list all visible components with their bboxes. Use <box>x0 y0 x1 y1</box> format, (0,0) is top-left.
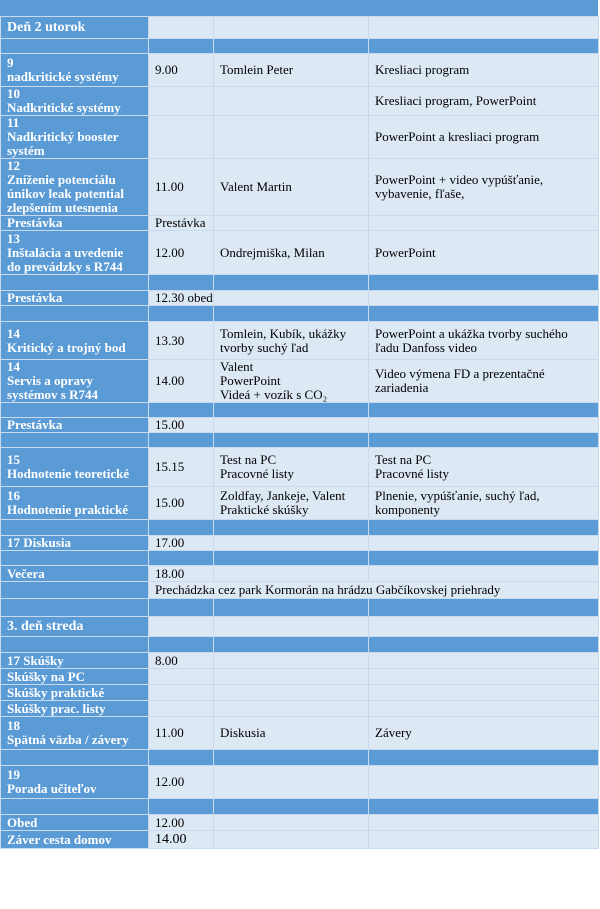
time-cell <box>149 766 214 799</box>
cell-text-line: 15.15 <box>155 459 185 474</box>
schedule-row <box>1 582 599 599</box>
materials-cell <box>369 487 599 520</box>
cell-text-line: Obed <box>7 814 38 830</box>
cell-text-line: 12.00 <box>155 774 185 789</box>
schedule-row <box>1 566 599 582</box>
time-cell <box>149 799 214 815</box>
cell-text-line: Pracovné listy <box>375 466 450 481</box>
schedule-row <box>1 159 599 216</box>
time-cell <box>149 637 214 653</box>
time-cell <box>149 520 214 536</box>
cell-text-line: Hodnotenie praktické <box>7 502 128 517</box>
materials-cell <box>369 216 599 231</box>
time-cell <box>149 599 214 617</box>
lecturer-cell <box>214 536 369 551</box>
cell-text-line: 9.00 <box>155 62 178 77</box>
session-cell <box>1 799 149 815</box>
cell-text-line: 12.00 <box>155 244 185 260</box>
lecturer-cell <box>214 487 369 520</box>
time-cell <box>149 582 599 599</box>
cell-text-line: Prestávka <box>155 215 206 230</box>
cell-text-line: Záver cesta domov <box>7 831 112 847</box>
cell-text-line: tvorby suchý ľad <box>220 339 309 355</box>
cell-text-line: 13 <box>7 230 20 246</box>
cell-text-line: Zníženie potenciálu <box>7 172 116 187</box>
lecturer-cell <box>214 322 369 360</box>
materials-cell <box>369 750 599 766</box>
cell-text-line: 15.00 <box>155 417 185 432</box>
lecturer-cell <box>214 815 369 831</box>
lecturer-cell <box>214 39 369 54</box>
lecturer-cell <box>214 701 369 717</box>
session-cell <box>1 433 149 448</box>
cell-text-line: 18 <box>7 718 20 733</box>
cell-text-line: únikov leak potential <box>7 186 125 201</box>
schedule-row <box>1 487 599 520</box>
schedule-row <box>1 418 599 433</box>
materials-cell <box>369 448 599 487</box>
cell-text-line: Ondrejmiška, Milan <box>220 244 325 260</box>
session-cell <box>1 717 149 750</box>
materials-cell <box>369 717 599 750</box>
lecturer-cell <box>214 520 369 536</box>
session-cell <box>1 216 149 231</box>
cell-text-line: PowerPoint <box>220 373 281 388</box>
materials-cell <box>369 306 599 322</box>
cell-text-line: Valent Martin <box>220 179 292 194</box>
lecturer-cell <box>214 685 369 701</box>
time-cell <box>149 566 214 582</box>
lecturer-cell <box>214 566 369 582</box>
cell-text-line: 3. deň streda <box>7 618 84 634</box>
lecturer-cell <box>214 831 369 849</box>
session-cell <box>1 403 149 418</box>
lecturer-cell <box>214 231 369 275</box>
session-cell <box>1 617 149 637</box>
materials-cell <box>369 669 599 685</box>
spacer-row <box>1 799 599 815</box>
lecturer-cell <box>214 717 369 750</box>
cell-text-line: 14.00 <box>155 831 187 847</box>
session-cell <box>1 17 149 39</box>
session-cell <box>1 582 149 599</box>
materials-cell <box>369 17 599 39</box>
time-cell <box>149 403 214 418</box>
cell-text-line: vybavenie, fľaše, <box>375 186 465 201</box>
cell-text-line: Test na PC <box>375 452 432 467</box>
cell-text-line: Servis a opravy <box>7 373 93 388</box>
materials-cell <box>369 433 599 448</box>
cell-text-line: Valent <box>220 359 254 374</box>
cell-text-line: Pracovné listy <box>220 466 295 481</box>
session-cell <box>1 815 149 831</box>
lecturer-cell <box>214 799 369 815</box>
spacer-row <box>1 39 599 54</box>
session-cell <box>1 360 149 403</box>
time-cell <box>149 418 214 433</box>
time-cell <box>149 551 214 566</box>
cell-text-line: do prevádzky s R744 <box>7 258 123 274</box>
cell-text-line: systémov s R744 <box>7 387 98 402</box>
schedule-row <box>1 448 599 487</box>
time-cell <box>149 653 214 669</box>
cell-text-line: Skúšky praktické <box>7 684 105 700</box>
spacer-row <box>1 403 599 418</box>
materials-cell <box>369 831 599 849</box>
cell-text-line: 9 <box>7 55 14 70</box>
lecturer-cell <box>214 159 369 216</box>
cell-text-line: ľadu Danfoss video <box>375 339 478 355</box>
time-cell <box>149 216 214 231</box>
schedule-row <box>1 815 599 831</box>
materials-cell <box>369 701 599 717</box>
cell-text-line: 14.00 <box>155 373 185 388</box>
materials-cell <box>369 231 599 275</box>
time-cell <box>149 536 214 551</box>
time-cell <box>149 669 214 685</box>
cell-text-line: 11.00 <box>155 179 184 194</box>
cell-text-line: Prestávka <box>7 417 63 432</box>
schedule-row <box>1 685 599 701</box>
spacer-row <box>1 599 599 617</box>
cell-text-line: Diskusia <box>220 725 266 740</box>
materials-cell <box>369 116 599 159</box>
schedule-row <box>1 701 599 717</box>
time-cell <box>149 701 214 717</box>
cell-text-line: zariadenia <box>375 380 429 395</box>
cell-text-line: 11 <box>7 115 20 130</box>
cell-text-line: Test na PC <box>220 452 277 467</box>
cell-text-line: PowerPoint a ukážka tvorby suchého <box>375 325 568 341</box>
materials-cell <box>369 637 599 653</box>
lecturer-cell <box>214 750 369 766</box>
session-cell <box>1 275 149 291</box>
cell-text-line: Závery <box>375 725 412 740</box>
lecturer-cell <box>214 637 369 653</box>
cell-text-line: Kresliaci program, PowerPoint <box>375 93 537 108</box>
cell-text-line: Hodnotenie teoretické <box>7 466 130 481</box>
session-cell <box>1 599 149 617</box>
top-bar <box>0 0 598 16</box>
cell-text-line: Prestávka <box>7 290 63 305</box>
lecturer-cell <box>214 216 369 231</box>
schedule-row <box>1 216 599 231</box>
session-cell <box>1 39 149 54</box>
session-cell <box>1 448 149 487</box>
schedule-row <box>1 291 599 306</box>
schedule-row <box>1 536 599 551</box>
schedule-row <box>1 322 599 360</box>
lecturer-cell <box>214 433 369 448</box>
time-cell <box>149 717 214 750</box>
cell-text-line: Porada učiteľov <box>7 781 97 796</box>
time-cell <box>149 291 214 306</box>
time-cell <box>149 831 214 849</box>
time-cell <box>149 487 214 520</box>
cell-text-line: zlepšením utesnenia <box>7 200 118 215</box>
cell-text-line: komponenty <box>375 502 440 517</box>
lecturer-cell <box>214 766 369 799</box>
session-cell <box>1 637 149 653</box>
time-cell <box>149 39 214 54</box>
time-cell <box>149 275 214 291</box>
time-cell <box>149 750 214 766</box>
cell-text-line: 12.30 obed <box>155 290 213 305</box>
materials-cell <box>369 685 599 701</box>
session-cell <box>1 54 149 87</box>
cell-text-line: 13.30 <box>155 332 185 348</box>
cell-text-line: Kresliaci program <box>375 62 470 77</box>
cell-text-line: Inštalácia a uvedenie <box>7 244 124 260</box>
cell-text-line: PowerPoint + video vypúšťanie, <box>375 172 544 187</box>
materials-cell <box>369 566 599 582</box>
schedule-row <box>1 87 599 116</box>
cell-text-line: Prechádzka cez park Kormorán na hrádzu Gabčíkovskej priehrady <box>155 582 501 597</box>
schedule-row <box>1 831 599 849</box>
lecturer-cell <box>214 54 369 87</box>
cell-text-line: 14 <box>7 359 20 374</box>
lecturer-cell <box>214 418 369 433</box>
schedule-row <box>1 669 599 685</box>
spacer-row <box>1 306 599 322</box>
time-cell <box>149 231 214 275</box>
cell-text-line: Nadkritický booster <box>7 129 119 144</box>
session-cell <box>1 322 149 360</box>
lecturer-cell <box>214 306 369 322</box>
materials-cell <box>369 536 599 551</box>
lecturer-cell <box>214 599 369 617</box>
cell-text-line: 10 <box>7 86 20 101</box>
session-cell <box>1 306 149 322</box>
session-cell <box>1 685 149 701</box>
session-cell <box>1 159 149 216</box>
cell-text-line: 11.00 <box>155 725 184 740</box>
cell-text-line: Tomlein, Kubík, ukážky <box>220 325 347 341</box>
cell-text-line: PowerPoint a kresliaci program <box>375 129 540 144</box>
cell-text-line: 15.00 <box>155 495 185 510</box>
session-cell <box>1 487 149 520</box>
schedule-row <box>1 717 599 750</box>
cell-text-line: Videá + vozík s CO₂ <box>220 387 328 402</box>
session-cell <box>1 418 149 433</box>
materials-cell <box>369 403 599 418</box>
session-cell <box>1 551 149 566</box>
session-cell <box>1 116 149 159</box>
time-cell <box>149 617 214 637</box>
schedule-row <box>1 653 599 669</box>
materials-cell <box>369 275 599 291</box>
materials-cell <box>369 322 599 360</box>
time-cell <box>149 159 214 216</box>
lecturer-cell <box>214 653 369 669</box>
cell-text-line: nadkritické systémy <box>7 69 119 84</box>
session-cell <box>1 566 149 582</box>
lecturer-cell <box>214 617 369 637</box>
day-header-row <box>1 617 599 637</box>
time-cell <box>149 448 214 487</box>
cell-text-line: 17 Diskusia <box>7 535 71 550</box>
lecturer-cell <box>214 116 369 159</box>
session-cell <box>1 231 149 275</box>
time-cell <box>149 815 214 831</box>
session-cell <box>1 291 149 306</box>
session-cell <box>1 750 149 766</box>
cell-text-line: Video výmena FD a prezentačné <box>375 366 545 381</box>
materials-cell <box>369 418 599 433</box>
cell-text-line: Skúšky prac. listy <box>7 700 106 716</box>
lecturer-cell <box>214 403 369 418</box>
schedule-table <box>0 16 599 849</box>
materials-cell <box>369 54 599 87</box>
materials-cell <box>369 653 599 669</box>
materials-cell <box>369 617 599 637</box>
materials-cell <box>369 799 599 815</box>
materials-cell <box>369 159 599 216</box>
cell-text-line: Kritický a trojný bod <box>7 339 126 355</box>
cell-text-line: systém <box>7 143 45 158</box>
cell-text-line: Praktické skúšky <box>220 502 309 517</box>
session-cell <box>1 87 149 116</box>
materials-cell <box>369 360 599 403</box>
materials-cell <box>369 87 599 116</box>
cell-text-line: Skúšky na PC <box>7 668 86 684</box>
spacer-row <box>1 433 599 448</box>
cell-text-line: 17 Skúšky <box>7 652 64 668</box>
cell-text-line: Večera <box>7 565 45 581</box>
materials-cell <box>369 39 599 54</box>
time-cell <box>149 87 214 116</box>
session-cell <box>1 701 149 717</box>
time-cell <box>149 17 214 39</box>
cell-text-line: 8.00 <box>155 652 178 668</box>
spacer-row <box>1 750 599 766</box>
cell-text-line: 16 <box>7 488 20 503</box>
lecturer-cell <box>214 669 369 685</box>
lecturer-cell <box>214 448 369 487</box>
cell-text-line: Tomlein Peter <box>220 62 294 77</box>
lecturer-cell <box>214 551 369 566</box>
materials-cell <box>369 815 599 831</box>
cell-text-line: Nadkritické systémy <box>7 100 121 115</box>
session-cell <box>1 653 149 669</box>
lecturer-cell <box>214 275 369 291</box>
materials-cell <box>369 520 599 536</box>
cell-text-line: Deň 2 utorok <box>7 19 86 35</box>
schedule-row <box>1 231 599 275</box>
session-cell <box>1 669 149 685</box>
cell-text-line: Prestávka <box>7 215 63 230</box>
time-cell <box>149 306 214 322</box>
day-header-row <box>1 17 599 39</box>
cell-text-line: Zoldfay, Jankeje, Valent <box>220 488 346 503</box>
cell-text-line: 17.00 <box>155 535 185 550</box>
cell-text-line: 18.00 <box>155 565 185 581</box>
time-cell <box>149 116 214 159</box>
lecturer-cell <box>214 17 369 39</box>
schedule-row <box>1 766 599 799</box>
session-cell <box>1 536 149 551</box>
schedule-row <box>1 116 599 159</box>
materials-cell <box>369 291 599 306</box>
schedule-row <box>1 54 599 87</box>
session-cell <box>1 831 149 849</box>
spacer-row <box>1 520 599 536</box>
lecturer-cell <box>214 360 369 403</box>
materials-cell <box>369 766 599 799</box>
session-cell <box>1 766 149 799</box>
session-cell <box>1 520 149 536</box>
lecturer-cell <box>214 291 369 306</box>
cell-text-line: 14 <box>7 325 20 341</box>
time-cell <box>149 433 214 448</box>
cell-text-line: 12 <box>7 158 20 173</box>
lecturer-cell <box>214 87 369 116</box>
materials-cell <box>369 551 599 566</box>
spacer-row <box>1 551 599 566</box>
cell-text-line: Plnenie, vypúšťanie, suchý ľad, <box>375 488 540 503</box>
time-cell <box>149 360 214 403</box>
time-cell <box>149 322 214 360</box>
schedule-row <box>1 360 599 403</box>
materials-cell <box>369 599 599 617</box>
spacer-row <box>1 275 599 291</box>
cell-text-line: 15 <box>7 452 20 467</box>
cell-text-line: PowerPoint <box>375 244 436 260</box>
cell-text-line: 19 <box>7 767 20 782</box>
cell-text-line: 12.00 <box>155 814 185 830</box>
spacer-row <box>1 637 599 653</box>
time-cell <box>149 54 214 87</box>
cell-text-line: Spätná väzba / závery <box>7 732 129 747</box>
time-cell <box>149 685 214 701</box>
